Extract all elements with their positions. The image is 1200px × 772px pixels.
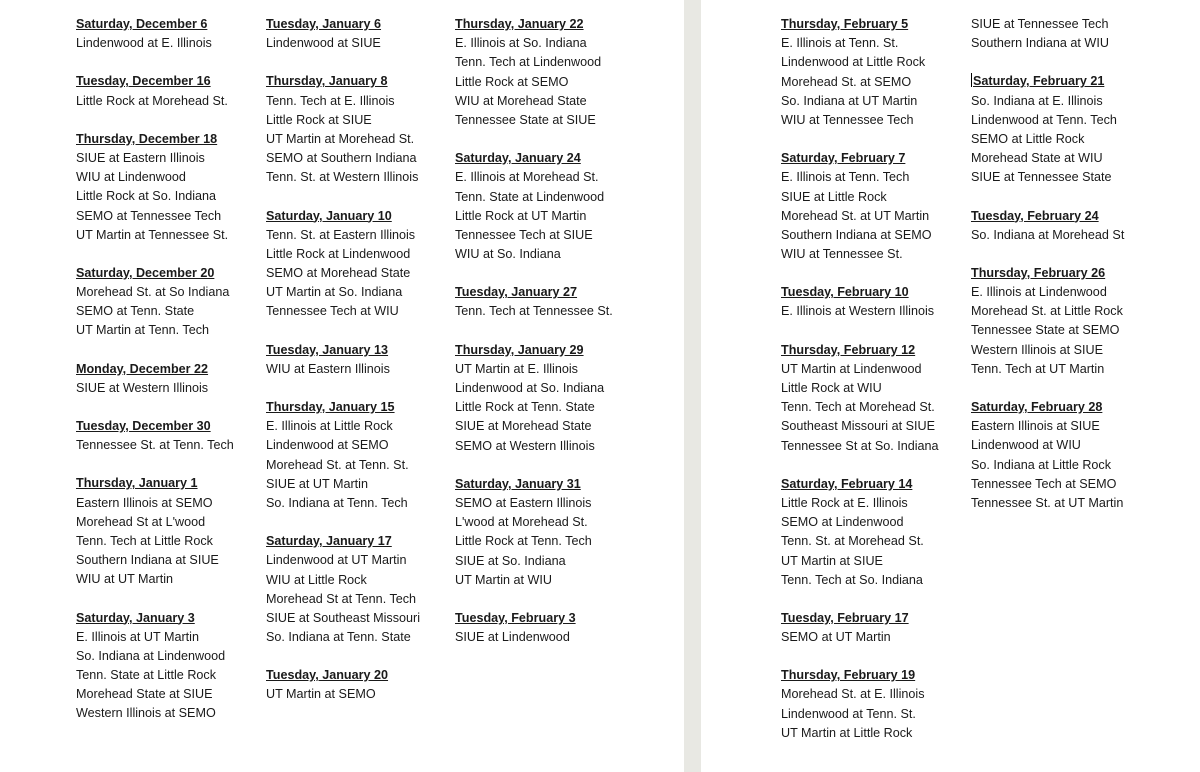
game-line[interactable]: Little Rock at UT Martin bbox=[455, 208, 587, 223]
game-line[interactable]: Tennessee Tech at SIUE bbox=[455, 227, 593, 242]
game-line[interactable]: UT Martin at Little Rock bbox=[781, 725, 913, 740]
game-line[interactable]: L'wood at Morehead St. bbox=[455, 515, 588, 530]
game-line[interactable]: Morehead St at Tenn. Tech bbox=[266, 591, 417, 606]
game-line[interactable]: Tennessee Tech at WIU bbox=[266, 304, 399, 319]
game-line[interactable]: Tennessee Tech at SEMO bbox=[971, 476, 1117, 491]
game-line[interactable]: So. Indiana at E. Illinois bbox=[971, 93, 1103, 108]
schedule-column-3 bbox=[455, 15, 640, 666]
date-block bbox=[266, 666, 451, 704]
date-heading-text: Saturday, February 7 bbox=[781, 151, 906, 166]
date-block bbox=[266, 15, 451, 53]
game-line[interactable]: SIUE at Lindenwood bbox=[455, 630, 570, 645]
date-block bbox=[781, 609, 966, 647]
game-line[interactable]: Morehead St. at SEMO bbox=[781, 74, 912, 89]
game-line[interactable]: So. Indiana at Tenn. State bbox=[266, 630, 411, 645]
game-line[interactable]: SIUE at Morehead State bbox=[455, 419, 592, 434]
game-line[interactable]: Southern Indiana at SIUE bbox=[76, 553, 219, 568]
game-line[interactable]: So. Indiana at Lindenwood bbox=[76, 648, 226, 663]
date-heading-text: Monday, December 22 bbox=[76, 361, 209, 376]
game-line[interactable]: Morehead St at L'wood bbox=[76, 514, 206, 529]
date-heading[interactable] bbox=[76, 474, 261, 493]
date-heading-text: Saturday, February 21 bbox=[973, 74, 1105, 89]
date-heading-text: Tuesday, January 6 bbox=[266, 17, 382, 31]
page-gutter bbox=[684, 0, 701, 772]
date-heading[interactable] bbox=[455, 283, 640, 302]
date-heading[interactable] bbox=[76, 360, 261, 379]
date-heading[interactable] bbox=[266, 72, 451, 91]
game-line[interactable]: E. Illinois at Morehead St. bbox=[455, 170, 599, 185]
game-line[interactable]: Eastern Illinois at SIUE bbox=[971, 419, 1100, 434]
date-heading-text: Tuesday, January 20 bbox=[266, 668, 389, 683]
date-block bbox=[455, 149, 640, 264]
game-line[interactable]: Tenn. State at Little Rock bbox=[76, 668, 217, 683]
date-heading[interactable] bbox=[76, 130, 261, 149]
date-block bbox=[76, 417, 261, 455]
game-line[interactable]: Morehead St. at Tenn. St. bbox=[266, 457, 409, 472]
game-line[interactable]: SIUE at Southeast Missouri bbox=[266, 610, 420, 625]
game-line[interactable]: So. Indiana at UT Martin bbox=[781, 93, 918, 108]
game-line[interactable]: So. Indiana at Morehead St bbox=[971, 227, 1125, 242]
game-line[interactable]: E. Illinois at UT Martin bbox=[76, 629, 199, 644]
game-line[interactable]: Tenn. State at Lindenwood bbox=[455, 189, 605, 204]
date-heading-text: Tuesday, January 27 bbox=[455, 285, 578, 300]
text-cursor bbox=[971, 73, 972, 87]
game-line[interactable]: SEMO at Eastern Illinois bbox=[455, 495, 592, 510]
game-line[interactable]: WIU at Tennessee Tech bbox=[781, 112, 914, 127]
game-line[interactable]: Morehead St. at So Indiana bbox=[76, 285, 230, 300]
date-heading[interactable] bbox=[76, 609, 261, 628]
game-line[interactable]: Lindenwood at SEMO bbox=[266, 438, 389, 453]
date-heading-text: Thursday, February 5 bbox=[781, 17, 909, 31]
date-heading[interactable] bbox=[455, 15, 640, 34]
date-block bbox=[455, 475, 640, 590]
date-block bbox=[971, 15, 1156, 53]
game-line[interactable]: Lindenwood at WIU bbox=[971, 438, 1081, 453]
date-block bbox=[76, 130, 261, 245]
game-line[interactable]: Eastern Illinois at SEMO bbox=[76, 495, 213, 510]
game-line[interactable]: E. Illinois at Little Rock bbox=[266, 419, 393, 434]
date-block bbox=[971, 207, 1156, 245]
game-line[interactable]: Little Rock at So. Indiana bbox=[76, 189, 217, 204]
game-line[interactable]: Lindenwood at Little Rock bbox=[781, 55, 926, 70]
date-block bbox=[266, 532, 451, 647]
date-block bbox=[455, 283, 640, 321]
game-line[interactable]: Tenn. St. at Western Illinois bbox=[266, 170, 419, 185]
date-heading[interactable] bbox=[781, 149, 966, 168]
date-heading[interactable] bbox=[455, 149, 640, 168]
schedule-column-1 bbox=[76, 15, 261, 743]
game-line[interactable]: UT Martin at Tenn. Tech bbox=[76, 323, 210, 338]
date-heading-text: Thursday, January 29 bbox=[455, 342, 584, 357]
game-line[interactable]: Southern Indiana at WIU bbox=[971, 36, 1109, 51]
game-line[interactable]: UT Martin at SEMO bbox=[266, 687, 376, 702]
game-line[interactable]: E. Illinois at Lindenwood bbox=[971, 285, 1107, 300]
date-heading-text: Saturday, December 20 bbox=[76, 265, 215, 280]
date-heading[interactable] bbox=[971, 207, 1156, 226]
game-line[interactable]: Morehead St. at E. Illinois bbox=[781, 687, 925, 702]
date-heading-text: Saturday, January 31 bbox=[455, 476, 581, 491]
date-heading[interactable] bbox=[266, 532, 451, 551]
date-heading-text: Saturday, January 10 bbox=[266, 208, 392, 223]
date-heading-text: Saturday, February 14 bbox=[781, 476, 913, 491]
game-line[interactable]: Little Rock at WIU bbox=[781, 381, 882, 395]
game-line[interactable]: Lindenwood at Tenn. Tech bbox=[971, 112, 1117, 127]
game-line[interactable]: Western Illinois at SEMO bbox=[76, 706, 216, 721]
date-heading[interactable] bbox=[266, 398, 451, 417]
date-heading[interactable] bbox=[781, 341, 966, 360]
game-line[interactable]: SEMO at Tennessee Tech bbox=[76, 208, 222, 223]
date-block bbox=[781, 475, 966, 590]
schedule-column-4 bbox=[781, 15, 966, 762]
date-heading[interactable] bbox=[76, 72, 261, 91]
game-line[interactable]: Tenn. Tech at Lindenwood bbox=[455, 55, 602, 70]
date-heading-text: Thursday, January 22 bbox=[455, 17, 584, 31]
date-heading[interactable] bbox=[76, 417, 261, 436]
date-heading-text: Thursday, January 15 bbox=[266, 400, 395, 414]
game-line[interactable]: Morehead State at SIUE bbox=[76, 687, 213, 702]
game-line[interactable]: Tennessee State at SIUE bbox=[455, 112, 596, 127]
game-line[interactable]: Little Rock at Morehead St. bbox=[76, 93, 228, 108]
date-block bbox=[971, 264, 1156, 379]
date-block bbox=[781, 149, 966, 264]
date-heading[interactable] bbox=[971, 72, 1156, 91]
date-heading[interactable] bbox=[781, 15, 966, 34]
date-heading-text: Tuesday, February 3 bbox=[455, 610, 576, 625]
game-line[interactable]: WIU at Lindenwood bbox=[76, 170, 186, 185]
date-heading-text: Thursday, December 18 bbox=[76, 131, 218, 146]
game-line[interactable]: Tenn. Tech at Morehead St. bbox=[781, 400, 935, 415]
date-block bbox=[971, 72, 1156, 187]
game-line[interactable]: Morehead St. at Little Rock bbox=[971, 304, 1123, 319]
game-line[interactable]: SEMO at Tenn. State bbox=[76, 304, 195, 319]
game-line[interactable]: Southern Indiana at SEMO bbox=[781, 227, 932, 242]
game-line[interactable]: UT Martin at E. Illinois bbox=[455, 361, 578, 376]
date-heading-text: Saturday, January 17 bbox=[266, 534, 392, 549]
game-line[interactable]: SEMO at Little Rock bbox=[971, 131, 1085, 146]
game-line[interactable]: WIU at UT Martin bbox=[76, 572, 174, 587]
date-heading[interactable] bbox=[76, 264, 261, 283]
date-heading-text: Thursday, January 1 bbox=[76, 476, 198, 491]
date-heading[interactable] bbox=[266, 666, 451, 685]
game-line[interactable]: Little Rock at Tenn. Tech bbox=[455, 534, 592, 549]
game-line[interactable]: UT Martin at SIUE bbox=[781, 553, 883, 568]
game-line[interactable]: SIUE at Western Illinois bbox=[76, 380, 209, 395]
date-block bbox=[455, 609, 640, 647]
game-line[interactable]: WIU at Little Rock bbox=[266, 572, 367, 587]
game-line[interactable]: WIU at Tennessee St. bbox=[781, 247, 903, 262]
game-line[interactable]: UT Martin at So. Indiana bbox=[266, 285, 403, 300]
schedule-column-2 bbox=[266, 15, 451, 724]
game-line[interactable]: E. Illinois at So. Indiana bbox=[455, 36, 587, 51]
game-line[interactable]: UT Martin at Tennessee St. bbox=[76, 227, 229, 242]
game-line[interactable]: SEMO at Western Illinois bbox=[455, 438, 595, 453]
date-heading-text: Tuesday, February 24 bbox=[971, 208, 1099, 223]
date-block bbox=[781, 15, 966, 130]
game-line[interactable]: Tenn. Tech at UT Martin bbox=[971, 361, 1105, 376]
date-heading[interactable] bbox=[781, 666, 966, 685]
game-line[interactable]: So. Indiana at Little Rock bbox=[971, 457, 1112, 472]
game-line[interactable]: Lindenwood at E. Illinois bbox=[76, 36, 212, 51]
game-line[interactable]: Little Rock at Lindenwood bbox=[266, 246, 411, 261]
game-line[interactable]: Little Rock at SIUE bbox=[266, 112, 372, 127]
game-line[interactable]: Western Illinois at SIUE bbox=[971, 342, 1104, 357]
date-heading[interactable] bbox=[266, 341, 451, 360]
game-line[interactable]: So. Indiana at Tenn. Tech bbox=[266, 495, 408, 510]
date-heading[interactable] bbox=[781, 475, 966, 494]
date-heading[interactable] bbox=[455, 609, 640, 628]
game-line[interactable]: SIUE at Tennessee State bbox=[971, 170, 1112, 185]
game-line[interactable]: Southeast Missouri at SIUE bbox=[781, 419, 935, 434]
date-heading-text: Thursday, February 26 bbox=[971, 265, 1106, 280]
game-line[interactable]: Lindenwood at SIUE bbox=[266, 36, 381, 51]
date-block bbox=[76, 72, 261, 110]
date-block bbox=[266, 72, 451, 187]
game-line[interactable]: Little Rock at Tenn. State bbox=[455, 400, 595, 415]
date-block bbox=[781, 283, 966, 321]
date-block bbox=[455, 15, 640, 130]
game-line[interactable]: Tenn. St. at Morehead St. bbox=[781, 534, 924, 549]
date-block bbox=[76, 264, 261, 341]
game-line[interactable]: UT Martin at Lindenwood bbox=[781, 361, 922, 376]
game-line[interactable]: UT Martin at Morehead St. bbox=[266, 131, 415, 146]
game-line[interactable]: Lindenwood at Tenn. St. bbox=[781, 706, 916, 721]
game-line[interactable]: SEMO at Morehead State bbox=[266, 266, 411, 281]
date-heading-text: Saturday, February 28 bbox=[971, 400, 1103, 414]
game-line[interactable]: Tenn. St. at Eastern Illinois bbox=[266, 227, 416, 242]
date-block bbox=[781, 666, 966, 743]
date-block bbox=[266, 207, 451, 322]
date-heading[interactable] bbox=[266, 15, 451, 34]
date-heading-text: Tuesday, December 16 bbox=[76, 74, 211, 89]
date-heading-text: Saturday, January 3 bbox=[76, 610, 195, 625]
date-block bbox=[76, 360, 261, 398]
game-line[interactable]: Tenn. Tech at E. Illinois bbox=[266, 93, 395, 108]
game-line[interactable]: WIU at So. Indiana bbox=[455, 247, 561, 262]
game-line[interactable]: Lindenwood at So. Indiana bbox=[455, 381, 605, 395]
date-heading-text: Tuesday, January 13 bbox=[266, 342, 389, 357]
game-line[interactable]: WIU at Morehead State bbox=[455, 93, 587, 108]
date-block bbox=[971, 398, 1156, 513]
date-heading[interactable] bbox=[971, 398, 1156, 417]
game-line[interactable]: SIUE at UT Martin bbox=[266, 476, 368, 491]
date-heading[interactable] bbox=[781, 609, 966, 628]
game-line[interactable]: Tennessee State at SEMO bbox=[971, 323, 1120, 338]
game-line[interactable]: E. Illinois at Tenn. Tech bbox=[781, 170, 910, 185]
date-heading-text: Thursday, February 12 bbox=[781, 342, 916, 357]
game-line[interactable]: Tenn. Tech at Little Rock bbox=[76, 533, 213, 548]
date-block bbox=[76, 474, 261, 589]
schedule-column-5 bbox=[971, 15, 1156, 532]
date-heading[interactable] bbox=[455, 341, 640, 360]
game-line[interactable]: WIU at Eastern Illinois bbox=[266, 361, 390, 376]
date-block bbox=[266, 341, 451, 379]
game-line[interactable]: Tennessee St. at Tenn. Tech bbox=[76, 438, 234, 453]
date-heading[interactable] bbox=[781, 283, 966, 302]
game-line[interactable]: Tenn. Tech at Tennessee St. bbox=[455, 304, 613, 319]
game-line[interactable]: Little Rock at SEMO bbox=[455, 74, 569, 89]
game-line[interactable]: Morehead State at WIU bbox=[971, 151, 1103, 166]
game-line[interactable]: Lindenwood at UT Martin bbox=[266, 553, 407, 568]
game-line[interactable]: E. Illinois at Tenn. St. bbox=[781, 36, 899, 51]
game-line[interactable]: SEMO at Southern Indiana bbox=[266, 151, 417, 166]
date-heading[interactable] bbox=[76, 15, 261, 34]
date-heading-text: Tuesday, February 10 bbox=[781, 285, 909, 300]
game-line[interactable]: Morehead St. at UT Martin bbox=[781, 208, 930, 223]
game-line[interactable]: UT Martin at WIU bbox=[455, 572, 553, 587]
date-heading-text: Tuesday, February 17 bbox=[781, 610, 909, 625]
date-heading-text: Thursday, February 19 bbox=[781, 668, 916, 683]
date-block bbox=[76, 609, 261, 724]
date-heading[interactable] bbox=[266, 207, 451, 226]
date-heading-text: Thursday, January 8 bbox=[266, 74, 388, 89]
game-line[interactable]: Tennessee St. at UT Martin bbox=[971, 495, 1124, 510]
date-heading-text: Tuesday, December 30 bbox=[76, 419, 211, 433]
game-line[interactable]: SEMO at Lindenwood bbox=[781, 515, 904, 530]
game-line[interactable]: SIUE at Tennessee Tech bbox=[971, 17, 1109, 31]
document-page-right bbox=[701, 0, 1200, 772]
game-line[interactable]: E. Illinois at Western Illinois bbox=[781, 304, 935, 319]
game-line[interactable]: Tennessee St at So. Indiana bbox=[781, 438, 939, 453]
game-line[interactable]: SIUE at Eastern Illinois bbox=[76, 150, 205, 165]
date-block bbox=[455, 341, 640, 456]
game-line[interactable]: Little Rock at E. Illinois bbox=[781, 495, 908, 510]
game-line[interactable]: SIUE at Little Rock bbox=[781, 189, 887, 204]
date-block bbox=[266, 398, 451, 513]
date-heading[interactable] bbox=[455, 475, 640, 494]
date-heading-text: Saturday, December 6 bbox=[76, 17, 208, 31]
date-block bbox=[781, 341, 966, 456]
date-heading-text: Saturday, January 24 bbox=[455, 151, 581, 166]
date-block bbox=[76, 15, 261, 53]
date-heading[interactable] bbox=[971, 264, 1156, 283]
game-line[interactable]: SEMO at UT Martin bbox=[781, 630, 891, 645]
game-line[interactable]: SIUE at So. Indiana bbox=[455, 553, 566, 568]
game-line[interactable]: Tenn. Tech at So. Indiana bbox=[781, 572, 923, 587]
